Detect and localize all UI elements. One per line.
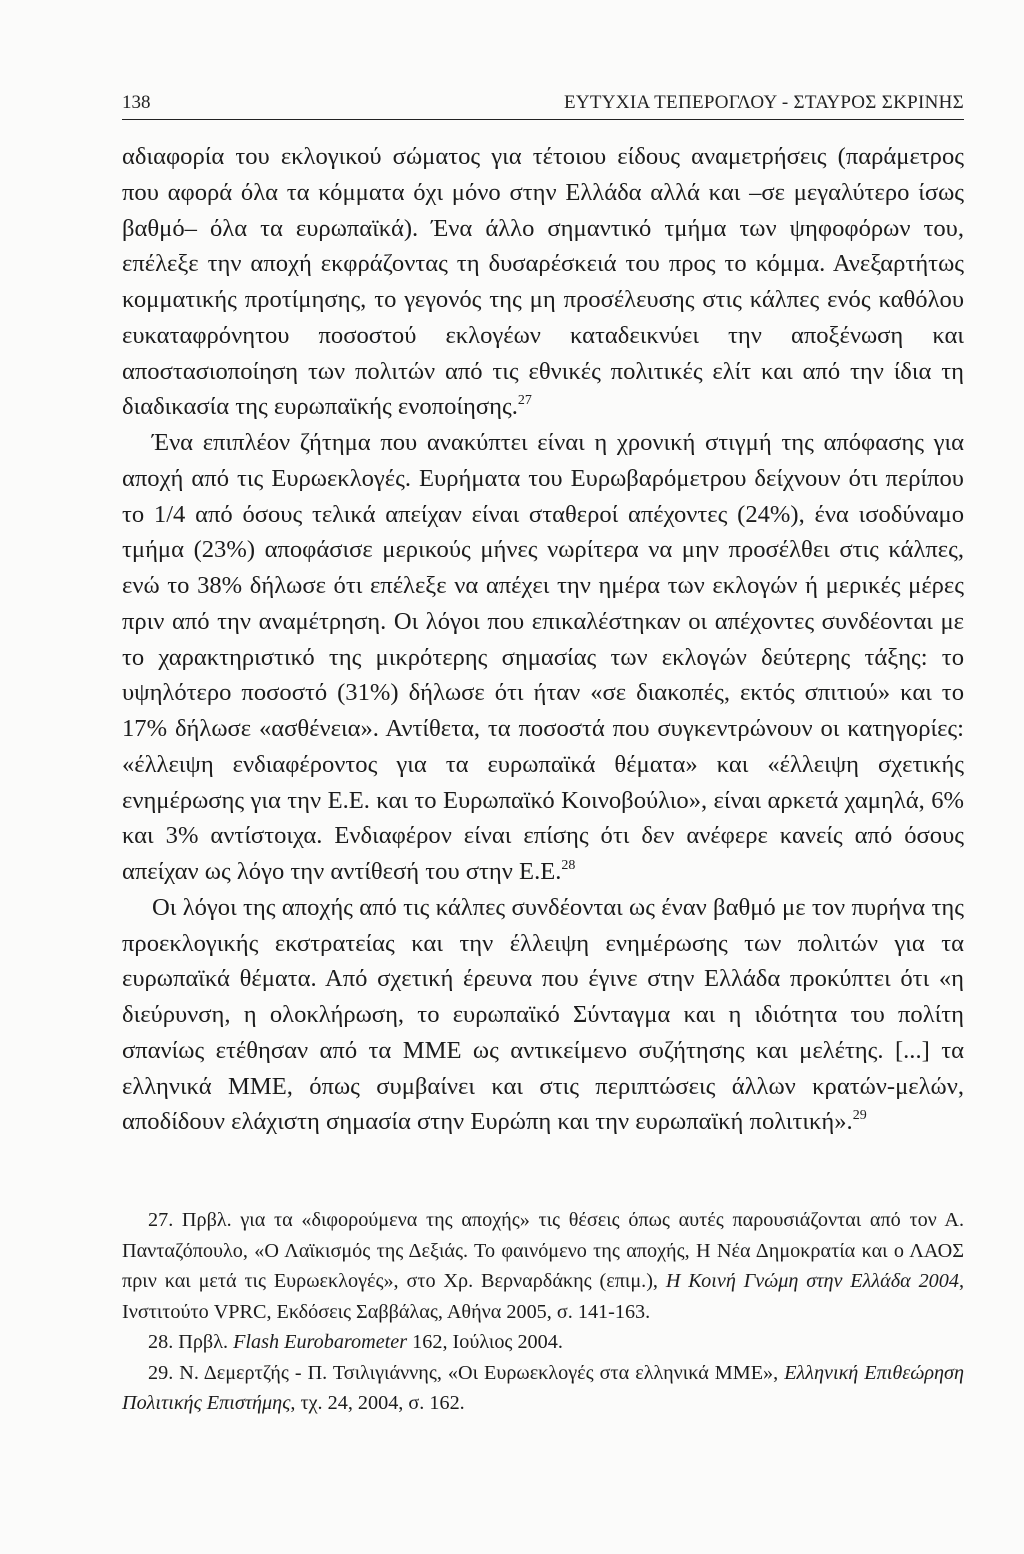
footnote-text: 29. Ν. Δεμερτζής - Π. Τσιλιγιάννης, «Οι Ευρωεκλογές στα ελληνικά ΜΜΕ», [148, 1361, 785, 1384]
page-header [122, 92, 964, 118]
paragraph-text: Ένα επιπλέον ζήτημα που ανακύπτει είναι η χρονική στιγμή της απόφασης για αποχή από τις Ευρωεκλογές. Ευρήματα του Ευρωβαρόμετρου δείχνουν ότι περίπου το 1/4 από όσους τελικά απείχαν είναι σταθεροί απέχοντες (24%), ένα ισοδύναμο τμήμα (23%) αποφάσισε μερικούς μήνες νωρίτερα να μην προσέλθει στις κάλπες, ενώ το 38% δήλωσε ότι επέλεξε να απέχει την ημέρα των εκλογών ή μερικές μέρες πριν από την αναμέτρηση. Οι λόγοι που επικαλέστηκαν οι απέχοντες συνδέονται με το χαρακτηριστικό της μικρότερης σημασίας των εκλογών δεύτερης τάξης: το υψηλότερο ποσοστό (31%) δήλωσε ότι ήταν «σε διακοπές, εκτός σπιτιού» και το 17% δήλωσε «ασθένεια». Αντίθετα, τα ποσοστά που συγκεντρώνουν οι κατηγορίες: «έλλειψη ενδιαφέροντος για τα ευρωπαϊκά θέματα» και «έλλειψη σχετικής ενημέρωσης για την Ε.Ε. και το Ευρωπαϊκό Κοινοβούλιο», είναι αρκετά χαμηλά, 6% και 3% αντίστοιχα. Ενδιαφέρον είναι επίσης ότι δεν ανέφερε κανείς από όσους απείχαν ως λόγο την αντίθεσή του στην Ε.Ε. [122, 429, 964, 885]
footnote-title: Η Κοινή Γνώμη στην Ελλάδα 2004 [665, 1270, 959, 1292]
footnote-text: , τχ. 24, 2004, σ. 162. [290, 1392, 465, 1414]
paragraph-text: αδιαφορία του εκλογικού σώματος για τέτοιου είδους αναμετρήσεις (παράμετρος που αφορά όλα τα κόμματα όχι μόνο στην Ελλάδα αλλά και –σε μεγαλύτερο ίσως βαθμό– όλα τα ευρωπαϊκά). Ένα άλλο σημαντικό τμήμα των ψηφοφόρων του, επέλεξε την αποχή εκφράζοντας τη δυσαρέσκειά του προς το κόμμα. Ανεξαρτήτως κομματικής προτίμησης, το γεγονός της μη προσέλευσης στις κάλπες ενός καθόλου ευκαταφρόνητου ποσοστού εκλογέων καταδεικνύει την αποξένωση και αποστασιοποίηση των πολιτών από τις εθνικές πολιτικές ελίτ και από την ίδια τη διαδικασία της ευρωπαϊκής ενοποίησης. [122, 143, 964, 421]
paragraph [122, 425, 964, 890]
paragraph [122, 139, 964, 425]
running-head: ΕΥΤΥΧΙΑ ΤΕΠΕΡΟΓΛΟΥ - ΣΤΑΥΡΟΣ ΣΚΡΙΝΗΣ [563, 92, 964, 113]
footnote-ref: 27 [517, 393, 532, 409]
paragraph-text: Οι λόγοι της αποχής από τις κάλπες συνδέονται ως έναν βαθμό με τον πυρήνα της προεκλογικής εκστρατείας και την έλλειψη ενημέρωσης των πολιτών για τα ευρωπαϊκά θέματα. Από σχετική έρευνα που έγινε στην Ελλάδα προκύπτει ότι «η διεύρυνση, η ολοκλήρωση, το ευρωπαϊκό Σύνταγμα και η ιδιότητα του πολίτη σπανίως ετέθησαν από τα ΜΜΕ ως αντικείμενο συζήτησης και μελέτης. [...] τα ελληνικά ΜΜΕ, όπως συμβαίνει και στις περιπτώσεις άλλων κρατών-μελών, αποδίδουν ελάχιστη σημασία στην Ευρώπη και την ευρωπαϊκή πολιτική». [122, 893, 964, 1136]
header-rule [122, 119, 964, 120]
footnote-title: Ελληνική Επιθεώρηση Πολιτικής Επιστήμης [122, 1361, 964, 1414]
paragraph [122, 890, 964, 1140]
footnote-title: Flash Eurobarometer [233, 1331, 408, 1353]
body-text [122, 139, 964, 1140]
footnotes [122, 1205, 964, 1419]
footnote-text: 162, Ιούλιος 2004. [407, 1331, 563, 1353]
page-number: 138 [122, 92, 151, 113]
footnote-ref: 29 [852, 1108, 867, 1124]
footnote-text: 28. Πρβλ. [148, 1331, 234, 1353]
footnote-text: , Ινστιτούτο VPRC, Εκδόσεις Σαββάλας, Αθήνα 2005, σ. 141-163. [122, 1270, 965, 1323]
footnote-27 [122, 1205, 964, 1327]
footnote-ref: 28 [561, 858, 576, 873]
footnote-text: 27. Πρβλ. για τα «διφορούμενα της αποχής» τις θέσεις όπως αυτές παρουσιάζονται από τον Α. Πανταζόπουλο, «Ο Λαϊκισμός της Δεξιάς. Το φαινόμενο της αποχής, Η Νέα Δημοκρατία και ο ΛΑΟΣ πριν και μετά τις Ευρωεκλογές», στο Χρ. Βερναρδάκης (επιμ.), [122, 1209, 964, 1292]
footnote-28 [122, 1327, 964, 1358]
footnote-29 [122, 1358, 964, 1419]
